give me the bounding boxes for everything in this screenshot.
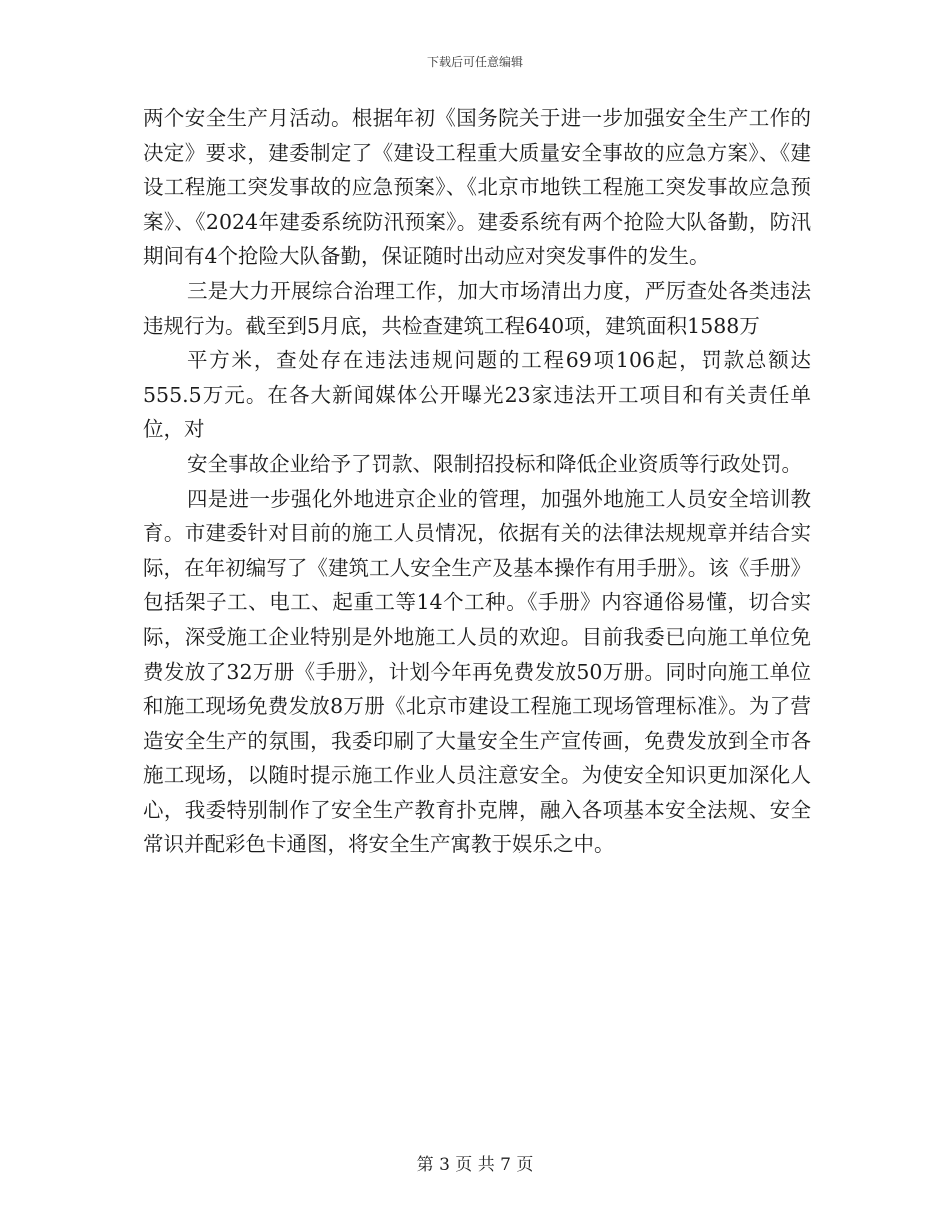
paragraph-5: 四是进一步强化外地进京企业的管理，加强外地施工人员安全培训教育。市建委针对目前的施工人员情况，依据有关的法律法规规章并结合实际，在年初编写了《建筑工人安全生产及基本操作有用手册》。该《手册》包括架子工、电工、起重工等14个工种。《手册》内容通俗易懂，切合实际，深受施工企业特别是外地施工人员的欢迎。目前我委已向施工单位免费发放了32万册《手册》，计划今年再免费发放50万册。同时向施工单位和施工现场免费发放8万册《北京市建设工程施工现场管理标准》。为了营造安全生产的氛围，我委印刷了大量安全生产宣传画，免费发放到全市各施工现场，以随时提示施工作业人员注意安全。为使安全知识更加深化人心，我委特别制作了安全生产教育扑克牌，融入各项基本安全法规、安全常识并配彩色卡通图，将安全生产寓教于娱乐之中。: [143, 486, 811, 857]
paragraph-4: 安全事故企业给予了罚款、限制招投标和降低企业资质等行政处罚。: [187, 451, 802, 476]
paragraph-3: 平方米，查处存在违法违规问题的工程69项106起，罚款总额达555.5万元。在各大新闻媒体公开曝光23家违法开工项目和有关责任单位，对: [143, 348, 811, 442]
page-footer: 第 3 页 共 7 页: [416, 1155, 534, 1175]
paragraph-2: 三是大力开展综合治理工作，加大市场清出力度，严厉查处各类违法违规行为。截至到5月底，共检查建筑工程640项，建筑面积1588万: [143, 278, 811, 338]
document-body: [143, 101, 811, 862]
paragraph-1: 两个安全生产月活动。根据年初《国务院关于进一步加强安全生产工作的决定》要求，建委制定了《建设工程重大质量安全事故的应急方案》、《建设工程施工突发事故的应急预案》、《北京市地铁工程施工突发事故应急预案》、《2024年建委系统防汛预案》。建委系统有两个抢险大队备勤，防汛期间有4个抢险大队备勤，保证随时出动应对突发事件的发生。: [143, 106, 811, 269]
page-header: 下载后可任意编辑: [426, 55, 523, 69]
